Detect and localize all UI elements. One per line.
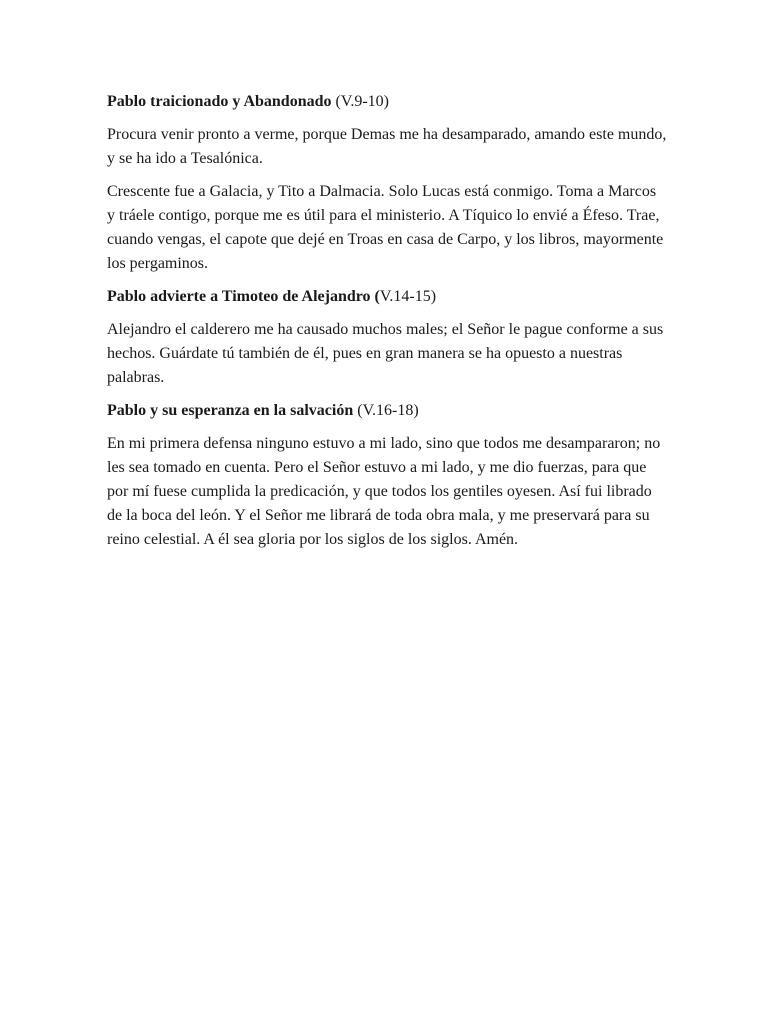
section-heading: [107, 90, 667, 114]
heading-title: Pablo y su esperanza en la salvación: [107, 402, 354, 419]
section-heading: [107, 399, 667, 423]
paragraph: Alejandro el calderero me ha causado muchos males; el Señor le pague conforme a sus hechos. Guárdate tú también de él, pues en gran manera se ha opuesto a nuestras palabras.: [107, 321, 664, 386]
heading-verse-ref: (V.9-10): [331, 93, 389, 110]
document-page: [107, 90, 667, 561]
paragraph: Crescente fue a Galacia, y Tito a Dalmacia. Solo Lucas está conmigo. Toma a Marcos y tráele contigo, porque me es útil para el ministerio. A Tíquico lo envié a Éfeso. Trae, cuando vengas, el capote que dejé en Troas en casa de Carpo, y los libros, mayormente los pergaminos.: [107, 183, 664, 272]
heading-title: Pablo advierte a Timoteo de Alejandro (: [107, 288, 380, 305]
heading-verse-ref: (V.16-18): [353, 402, 419, 419]
section-heading: [107, 285, 667, 309]
paragraph: Procura venir pronto a verme, porque Demas me ha desamparado, amando este mundo, y se ha ido a Tesalónica.: [107, 126, 667, 167]
section-pablo-esperanza: [107, 399, 667, 552]
section-pablo-traicionado: [107, 90, 667, 276]
heading-title: Pablo traicionado y Abandonado: [107, 93, 332, 110]
paragraph: En mi primera defensa ninguno estuvo a mi lado, sino que todos me desampararon; no les sea tomado en cuenta. Pero el Señor estuvo a mi lado, y me dio fuerzas, para que por mí fuese cumplida la predicación, y que todos los gentiles oyesen. Así fui librado de la boca del león. Y el Señor me librará de toda obra mala, y me preservará para su reino celestial. A él sea gloria por los siglos de los siglos. Amén.: [107, 435, 661, 548]
heading-verse-ref: V.14-15): [379, 288, 437, 305]
section-pablo-advierte: [107, 285, 667, 390]
